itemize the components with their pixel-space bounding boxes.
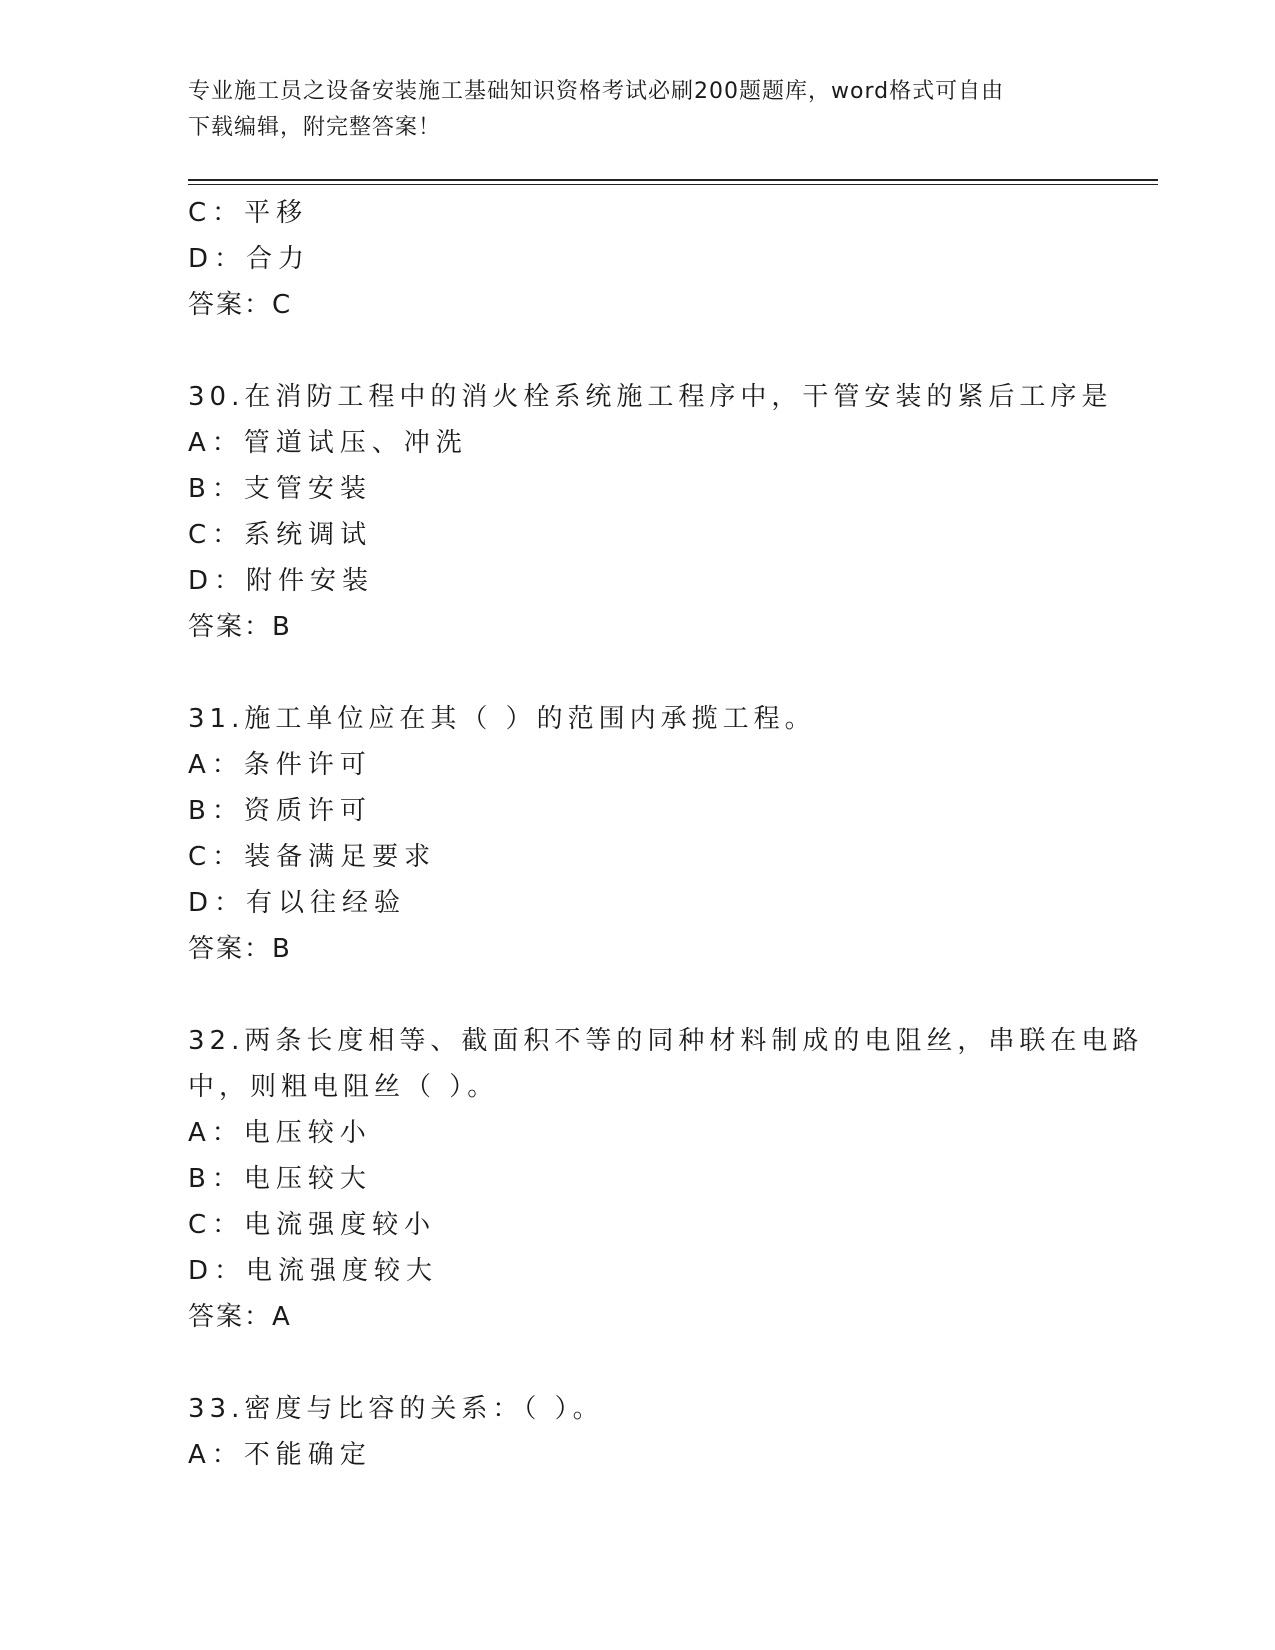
option-a: A：条件许可: [188, 750, 372, 780]
question-31: [188, 696, 1088, 972]
option-d: D：有以往经验: [188, 888, 407, 918]
question-29-partial: [188, 190, 1088, 328]
question-30: [188, 374, 1113, 650]
option-b: B：资质许可: [188, 796, 372, 826]
question-text-continued: 中，则粗电阻丝（ ）。: [188, 1072, 499, 1102]
spacer: [188, 1340, 1088, 1386]
question-text: 30.在消防工程中的消火栓系统施工程序中，干管安装的紧后工序是: [188, 382, 1113, 412]
option-c: C：装备满足要求: [188, 842, 437, 872]
answer-line: 答案：B: [188, 612, 292, 642]
question-text: 33.密度与比容的关系：（ ）。: [188, 1394, 604, 1424]
option-d: D：附件安装: [188, 566, 375, 596]
spacer: [188, 650, 1088, 696]
option-c: C：系统调试: [188, 520, 373, 550]
header-rule-thick: [188, 179, 1158, 181]
option-b: B：电压较大: [188, 1164, 372, 1194]
spacer: [188, 972, 1088, 1018]
option-c: C：平移: [188, 198, 309, 228]
option-b: B：支管安装: [188, 474, 372, 504]
document-content: [188, 190, 1144, 1478]
option-d: D：合力: [188, 244, 311, 274]
question-32: [188, 1018, 1144, 1340]
question-33: [188, 1386, 1088, 1478]
option-c: C：电流强度较小: [188, 1210, 437, 1240]
document-header: [188, 74, 1088, 146]
option-a: A：不能确定: [188, 1440, 372, 1470]
option-a: A：管道试压、冲洗: [188, 428, 468, 458]
header-line-1: 专业施工员之设备安装施工基础知识资格考试必刷200题题库，word格式可自由: [188, 79, 1005, 104]
header-line-2: 下载编辑，附完整答案！: [188, 115, 442, 140]
option-a: A：电压较小: [188, 1118, 372, 1148]
question-text: 31.施工单位应在其（ ）的范围内承揽工程。: [188, 704, 816, 734]
question-text: 32.两条长度相等、截面积不等的同种材料制成的电阻丝，串联在电路: [188, 1026, 1144, 1056]
header-rule-thin: [188, 184, 1158, 185]
option-d: D：电流强度较大: [188, 1256, 439, 1286]
spacer: [188, 328, 1088, 374]
answer-line: 答案：A: [188, 1302, 292, 1332]
answer-line: 答案：C: [188, 290, 293, 320]
answer-line: 答案：B: [188, 934, 292, 964]
